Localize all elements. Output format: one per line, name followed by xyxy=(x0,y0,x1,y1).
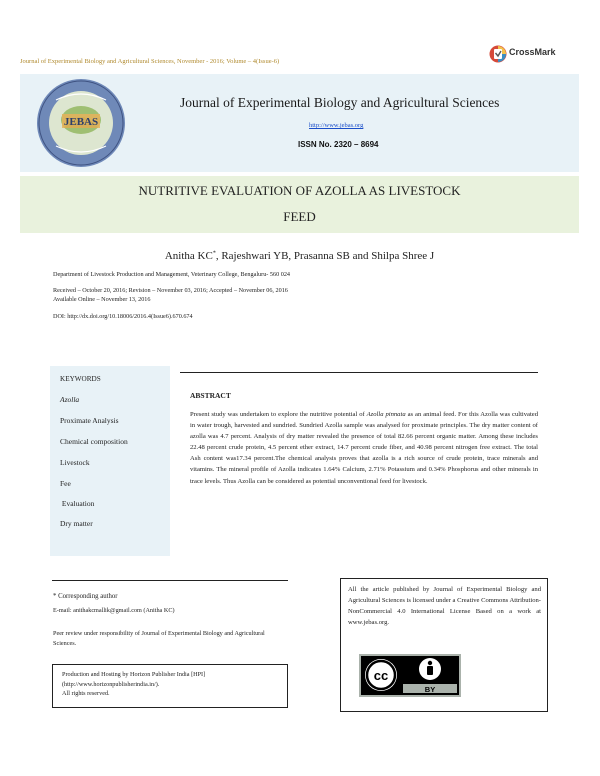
abstract-heading: ABSTRACT xyxy=(190,391,231,400)
keywords-heading: KEYWORDS xyxy=(60,375,101,383)
keyword-item: Proximate Analysis xyxy=(60,416,119,425)
crossmark-badge[interactable] xyxy=(489,44,556,66)
keyword-item: Dry matter xyxy=(60,519,93,528)
available-online: Available Online – November 13, 2016 xyxy=(53,296,151,303)
abstract-text xyxy=(190,409,538,487)
journal-url-link[interactable]: http://www.jebas.org xyxy=(309,122,364,129)
hosting-url[interactable]: (http://www.horizonpublisherindia.in/). xyxy=(62,680,160,688)
keyword-item: Evaluation xyxy=(60,499,95,508)
keyword-item: Chemical composition xyxy=(60,437,128,446)
footer-divider xyxy=(52,580,288,581)
hosting-info xyxy=(62,670,282,699)
author-list xyxy=(20,250,579,262)
corresponding-author-label: * Corresponding author xyxy=(53,593,118,600)
doi-link[interactable]: DOI: http://dx.doi.org/10.18006/2016.4(Issue6).670.674 xyxy=(53,313,193,320)
logo-text: JEBAS xyxy=(63,116,99,128)
article-title-line-2: FEED xyxy=(283,209,316,224)
license-text: All the article published by Journal of Experimental Biology and Agricultural Sciences is licensed under a Creative Commons Attribution-NonCommercial 4.0 International License Based on a work at www.jebas.org. xyxy=(348,586,542,626)
affiliation: Department of Livestock Production and Management, Veterinary College, Bengaluru- 560 024 xyxy=(53,271,291,278)
by-label: BY xyxy=(424,685,436,694)
journal-issue-line: Journal of Experimental Biology and Agricultural Sciences, November - 2016; Volume – 4(Issue-6) xyxy=(20,58,280,65)
hosting-line: Production and Hosting by Horizon Publisher India [HPI] xyxy=(62,671,206,678)
received-dates: Received – October 20, 2016; Revision – November 03, 2016; Accepted – November 06, 2016 xyxy=(53,287,288,294)
peer-review-note: Peer review under responsibility of Journal of Experimental Biology and Agricultural Sciences. xyxy=(53,630,265,647)
abstract-text-rest: as an animal feed. For this Azolla was cultivated in water trough, harvested and sundried. Sundried Azolla sample was analysed for proximate principles. The dry matter content of azolla was 4.7 percent. Analysis of dry matter revealed the presence of total 82.66 percent organic matter. Among these includes 22.48 percent crude protein, 4.5 percent ether extract, 14.7 percent crude fiber, and 40.98 percent nitrogen free extract. The total Ash content was17.34 percent.The chemical analysis proves that azolla is a rich source of crude protein, trace minerals and vitamins. The mineral profile of Azolla indicates 1.64% Calcium, 2.71% Potassium and 0.34% Phosphorus and other minerals in trace levels. Thus Azolla can be considered as potential unconventional feed for livestock. xyxy=(190,411,539,485)
attribution-person-icon xyxy=(427,666,433,675)
crossmark-label: CrossMark xyxy=(509,47,556,57)
first-author: Anitha KC xyxy=(164,250,213,262)
keyword-item: Livestock xyxy=(60,458,90,467)
keyword-item: Azolla xyxy=(60,395,80,404)
corresponding-email[interactable]: E-mail: anithakcmallik@gmail.com (Anitha KC) xyxy=(53,607,175,614)
article-title-line-1: NUTRITIVE EVALUATION OF AZOLLA AS LIVESTOCK xyxy=(138,183,461,198)
abstract-top-rule xyxy=(180,372,538,373)
rights-reserved: All rights reserved. xyxy=(62,690,110,698)
cc-by-license-badge[interactable] xyxy=(359,654,461,697)
corresponding-marker: * xyxy=(212,250,216,257)
journal-title: Journal of Experimental Biology and Agricultural Sciences xyxy=(180,95,500,110)
keyword-item: Fee xyxy=(60,479,71,488)
species-name: Azolla pinnata xyxy=(366,411,406,418)
abstract-text-start: Present study was undertaken to explore the nutritive potential of xyxy=(190,411,367,418)
co-authors: , Rajeshwari YB, Prasanna SB and Shilpa Shree J xyxy=(215,250,435,262)
issn-number: ISSN No. 2320 – 8694 xyxy=(298,140,379,149)
cc-logo-text: cc xyxy=(373,668,389,683)
journal-seal-logo xyxy=(26,76,136,170)
crossmark-icon xyxy=(489,44,507,64)
